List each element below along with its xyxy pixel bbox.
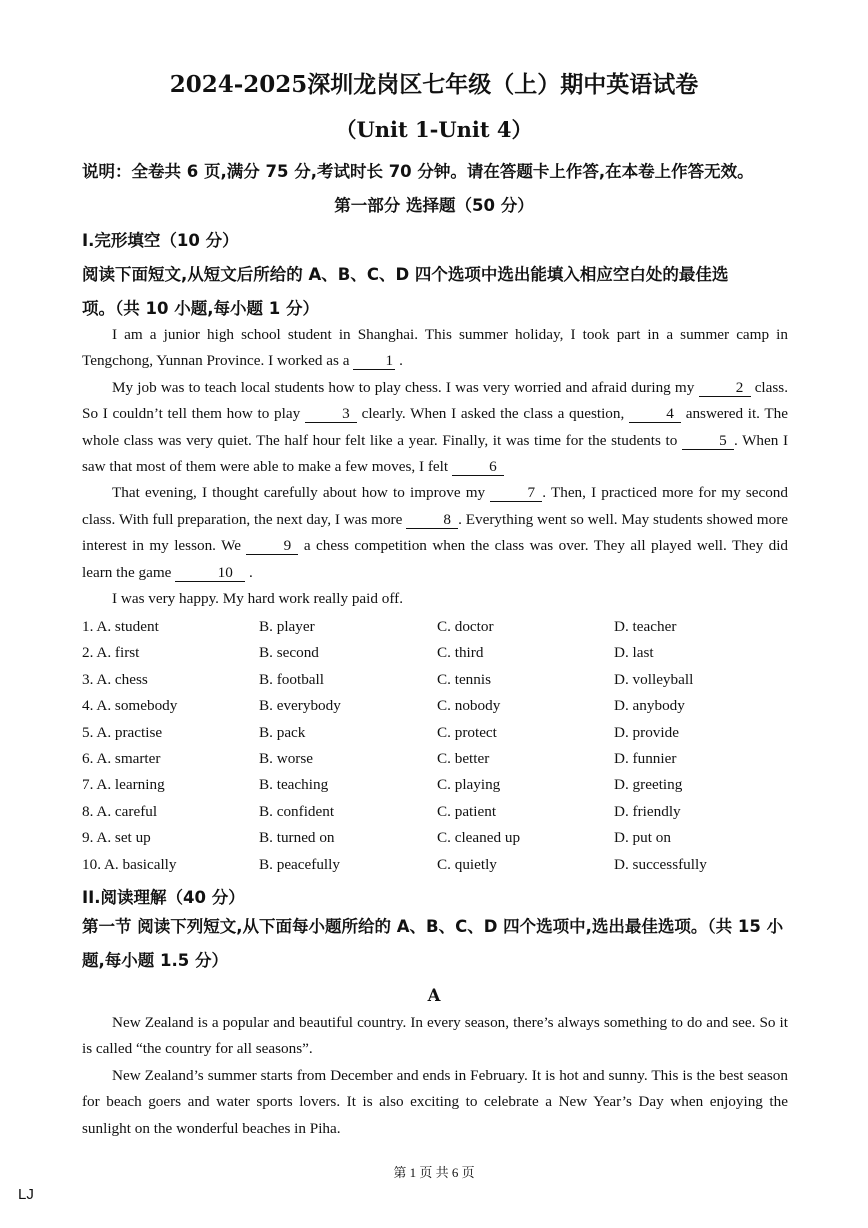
cloze-paragraph-1 [82,322,788,375]
blank-5: 5 [682,432,734,450]
option-c: C. quietly [437,856,497,873]
text-run: I am a junior high school student in Shanghai. This summer holiday, I took part in a summer camp in Tengchong, Yunnan Province. I worked as a [82,326,788,370]
option-b: B. football [259,671,324,688]
option-a: 8. A. careful [82,803,158,820]
option-c: C. third [437,644,484,661]
option-a: 1. A. student [82,618,159,635]
section2-heading: II.阅读理解（40 分） [82,888,245,907]
option-row [82,724,788,750]
option-b: B. worse [259,750,313,767]
text-run: That evening, I thought carefully about how to improve my [112,484,486,502]
option-a: 2. A. first [82,644,140,661]
section1-heading: I.完形填空（10 分） [82,231,239,250]
option-d: D. last [614,644,654,661]
option-d: D. provide [614,724,679,741]
option-row [82,618,788,644]
option-c: C. nobody [437,697,501,714]
text-run: My job was to teach local students how to play chess. I was very worried and afraid during my [112,378,695,396]
section2-directions: 第一节 阅读下列短文,从下面每小题所给的 A、B、C、D 四个选项中,选出最佳选项。（共 15 小题,每小题 1.5 分） [82,917,784,970]
option-c: C. tennis [437,671,492,688]
option-c: C. better [437,750,490,767]
option-a: 9. A. set up [82,829,151,846]
blank-9: 9 [246,537,298,555]
cloze-paragraph-4: I was very happy. My hard work really paid off. [112,590,404,608]
passage-a-paragraph-1: New Zealand is a popular and beautiful country. In every season, there’s always something to do and see. So it is called “the country for all seasons”. [82,1014,788,1058]
option-d: D. teacher [614,618,677,635]
section1-directions-line1: 阅读下面短文,从短文后所给的 A、B、C、D 四个选项中选出能填入相应空白处的最佳选 [82,265,729,284]
option-row [82,750,788,776]
text-run: . Then, I practiced more for my second class. With full preparation, the next day, I was more [82,484,788,528]
option-c: C. doctor [437,618,494,635]
option-d: D. funnier [614,750,677,767]
option-row [82,776,788,802]
page-number: 第 1 页 共 6 页 [393,1165,475,1180]
text-run: class. So I couldn’t tell them how to play [82,378,789,423]
option-a: 3. A. chess [82,671,148,688]
blank-10: 10 [175,564,245,582]
passage-a-paragraph-2: New Zealand’s summer starts from December and ends in February. It is hot and sunny. This is the best season for beach goers and water sports lovers. It is also exciting to celebrate a New Year’s Day when enjoying the sunlight on the wonderful beaches in Piha. [82,1066,788,1137]
exam-title: 2024-2025深圳龙岗区七年级（上）期中英语试卷 [169,71,699,98]
option-row [82,803,788,829]
text-run: a chess competition when the class was over. They all played well. They did learn the game [82,537,789,581]
text-run: clearly. When I asked the class a question, [361,405,625,423]
blank-1: 1 [353,352,395,370]
section1-directions-line2: 项。（共 10 小题,每小题 1 分） [82,299,319,318]
blank-3: 3 [305,405,357,423]
blank-7: 7 [490,484,542,502]
blank-6: 6 [452,458,504,476]
option-b: B. peacefully [259,856,340,873]
option-b: B. player [259,618,315,635]
text-run: . When I saw that most of them were able to make a few moves, I felt [82,431,789,476]
option-a: 6. A. smarter [82,750,161,767]
option-a: 4. A. somebody [82,697,178,714]
option-b: B. teaching [259,776,329,793]
option-a: 5. A. practise [82,724,163,741]
option-a: 7. A. learning [82,776,165,793]
text-run: . [399,352,403,370]
option-d: D. successfully [614,856,707,873]
blank-2: 2 [699,379,751,397]
blank-8: 8 [406,511,458,529]
text-run: . [248,563,253,581]
cloze-paragraph-3 [82,480,788,586]
option-d: D. volleyball [614,671,694,688]
option-c: C. playing [437,776,501,793]
option-row [82,856,788,882]
instructions: 说明：全卷共 6 页,满分 75 分,考试时长 70 分钟。请在答题卡上作答,在本卷上作答无效。 [82,162,754,181]
option-row [82,671,788,697]
blank-4: 4 [629,405,681,423]
cloze-paragraph-2 [82,375,788,481]
corner-mark: LJ [18,1186,34,1203]
option-d: D. greeting [614,776,683,793]
option-row [82,829,788,855]
text-run: answered it. The whole class was very quiet. The half hour felt like a year. Finally, it was time for the students to [82,405,789,449]
option-c: C. protect [437,724,497,741]
option-c: C. patient [437,803,497,820]
option-c: C. cleaned up [437,829,521,846]
option-d: D. put on [614,829,671,846]
part-title: 第一部分 选择题（50 分） [334,196,534,215]
option-b: B. turned on [259,829,335,846]
option-a: 10. A. basically [82,856,177,873]
option-b: B. everybody [259,697,341,714]
option-row [82,697,788,723]
exam-subtitle: （Unit 1-Unit 4） [335,117,533,142]
option-d: D. anybody [614,697,685,714]
option-row [82,644,788,670]
option-b: B. second [259,644,319,661]
text-run: . Everything went so well. May students showed more interest in my lesson. We [82,510,788,555]
reading-passage-a [82,1010,788,1142]
passage-label: A [427,986,441,1005]
cloze-passage [82,322,788,612]
option-d: D. friendly [614,803,681,820]
option-b: B. confident [259,803,335,820]
option-b: B. pack [259,724,306,741]
